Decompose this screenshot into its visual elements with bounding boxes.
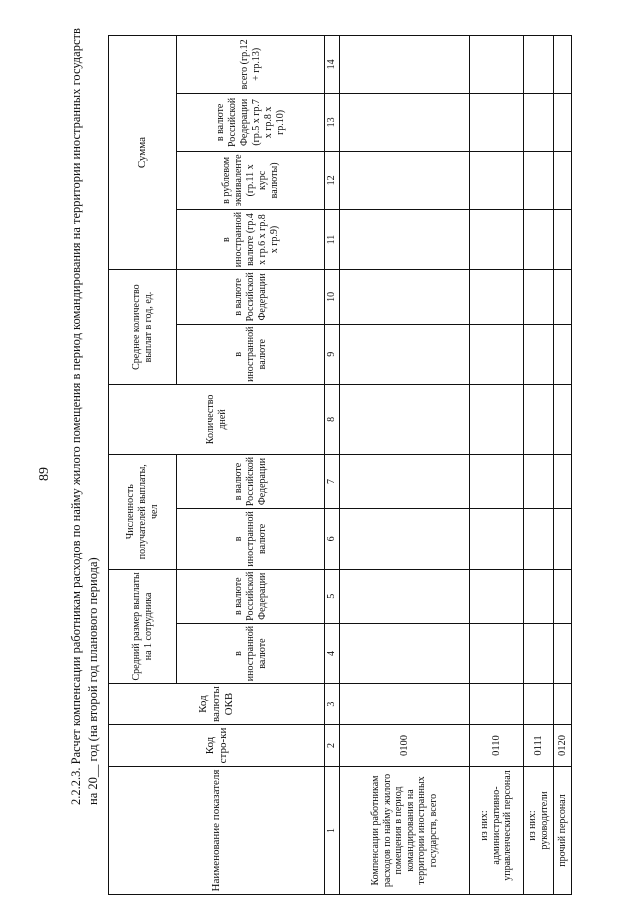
data-cell[interactable] bbox=[554, 684, 572, 725]
col-num: 11 bbox=[325, 209, 340, 269]
data-cell[interactable] bbox=[470, 509, 524, 569]
data-cell[interactable] bbox=[340, 35, 470, 93]
data-cell[interactable] bbox=[340, 151, 470, 209]
col-num: 2 bbox=[325, 725, 340, 767]
page-number: 89 bbox=[37, 467, 52, 481]
header-avg-count: Среднее количество выплат в год, ед. bbox=[109, 270, 177, 385]
col-num: 6 bbox=[325, 509, 340, 569]
header-name: Наименование показателя bbox=[109, 767, 325, 895]
data-cell[interactable] bbox=[554, 324, 572, 384]
data-cell[interactable] bbox=[340, 509, 470, 569]
data-cell[interactable] bbox=[524, 324, 554, 384]
table-row bbox=[470, 35, 524, 894]
section-title bbox=[68, 25, 102, 805]
row-code: 0120 bbox=[554, 725, 572, 767]
row-name bbox=[470, 767, 524, 895]
data-cell[interactable] bbox=[470, 384, 524, 454]
row-code: 0100 bbox=[340, 725, 470, 767]
row-code: 0111 bbox=[524, 725, 554, 767]
data-cell[interactable] bbox=[554, 454, 572, 508]
report-table bbox=[108, 35, 572, 895]
data-cell[interactable] bbox=[340, 209, 470, 269]
data-cell[interactable] bbox=[554, 151, 572, 209]
col-num: 10 bbox=[325, 270, 340, 324]
header-sum: Сумма bbox=[109, 35, 177, 269]
col-num: 9 bbox=[325, 324, 340, 384]
header-avg-payment: Средний размер выплаты на 1 сотрудника bbox=[109, 569, 177, 684]
header-col6: в иностранной валюте bbox=[177, 509, 325, 569]
data-cell[interactable] bbox=[340, 270, 470, 324]
header-recipients: Численность получателей выплаты, чел bbox=[109, 454, 177, 569]
data-cell[interactable] bbox=[340, 454, 470, 508]
column-number-row bbox=[325, 35, 340, 894]
data-cell[interactable] bbox=[524, 93, 554, 151]
data-cell[interactable] bbox=[524, 35, 554, 93]
data-cell[interactable] bbox=[470, 270, 524, 324]
col-num: 7 bbox=[325, 454, 340, 508]
header-col4: в иностранной валюте bbox=[177, 623, 325, 683]
table-row bbox=[524, 35, 554, 894]
data-cell[interactable] bbox=[470, 151, 524, 209]
col-num: 3 bbox=[325, 684, 340, 725]
data-cell[interactable] bbox=[524, 384, 554, 454]
header-col7: в валюте Российской Федерации bbox=[177, 454, 325, 508]
col-num: 13 bbox=[325, 93, 340, 151]
col-num: 12 bbox=[325, 151, 340, 209]
data-cell[interactable] bbox=[554, 623, 572, 683]
data-cell[interactable] bbox=[340, 324, 470, 384]
header-okv-code: Код валюты ОКВ bbox=[109, 684, 325, 725]
header-col13: в валюте Российской Федерации (гр.5 х гр.7 х гр.8 х гр.10) bbox=[177, 93, 325, 151]
col-num: 8 bbox=[325, 384, 340, 454]
data-cell[interactable] bbox=[470, 623, 524, 683]
data-cell[interactable] bbox=[524, 684, 554, 725]
header-col11: в иностранной валюте (гр.4 х гр.6 х гр.8 х гр.9) bbox=[177, 209, 325, 269]
data-cell[interactable] bbox=[554, 209, 572, 269]
row-label: руководители bbox=[538, 791, 550, 850]
data-cell[interactable] bbox=[554, 384, 572, 454]
row-label: административно-управленческий персонал bbox=[490, 770, 514, 881]
table-row bbox=[340, 35, 470, 894]
data-cell[interactable] bbox=[524, 454, 554, 508]
title-line-1: 2.2.2.3. Расчет компенсации работникам расходов по найму жилого помещения в период командирования на территории иностранных государств bbox=[69, 28, 83, 805]
row-prefix: из них: bbox=[479, 810, 491, 841]
data-cell[interactable] bbox=[470, 684, 524, 725]
data-cell[interactable] bbox=[554, 93, 572, 151]
col-num: 5 bbox=[325, 569, 340, 623]
header-days: Количество дней bbox=[109, 384, 325, 454]
header-col9: в иностранной валюте bbox=[177, 324, 325, 384]
table-row bbox=[554, 35, 572, 894]
data-cell[interactable] bbox=[524, 509, 554, 569]
row-code: 0110 bbox=[470, 725, 524, 767]
data-cell[interactable] bbox=[470, 569, 524, 623]
data-cell[interactable] bbox=[470, 93, 524, 151]
header-col5: в валюте Российской Федерации bbox=[177, 569, 325, 623]
row-name: прочий персонал bbox=[554, 767, 572, 895]
data-cell[interactable] bbox=[554, 270, 572, 324]
data-cell[interactable] bbox=[554, 35, 572, 93]
data-cell[interactable] bbox=[554, 509, 572, 569]
data-cell[interactable] bbox=[524, 569, 554, 623]
row-name bbox=[524, 767, 554, 895]
header-col12: в рублевом эквиваленте (гр.11 х курс валюты) bbox=[177, 151, 325, 209]
data-cell[interactable] bbox=[340, 384, 470, 454]
data-cell[interactable] bbox=[524, 209, 554, 269]
header-line-code: Код стро-ки bbox=[109, 725, 325, 767]
data-cell[interactable] bbox=[524, 151, 554, 209]
data-cell[interactable] bbox=[340, 569, 470, 623]
data-cell[interactable] bbox=[340, 93, 470, 151]
data-cell[interactable] bbox=[340, 684, 470, 725]
data-cell[interactable] bbox=[524, 270, 554, 324]
col-num: 14 bbox=[325, 35, 340, 93]
data-cell[interactable] bbox=[470, 324, 524, 384]
header-col14: всего (гр.12 + гр.13) bbox=[177, 35, 325, 93]
col-num: 1 bbox=[325, 767, 340, 895]
title-line-2: на 20__ год (на второй год планового периода) bbox=[86, 557, 100, 805]
row-name: Компенсации работникам расходов по найму жилого помещения в период командирования на территории иностранных государств, всего bbox=[340, 767, 470, 895]
col-num: 4 bbox=[325, 623, 340, 683]
data-cell[interactable] bbox=[470, 209, 524, 269]
data-cell[interactable] bbox=[470, 35, 524, 93]
data-cell[interactable] bbox=[340, 623, 470, 683]
data-cell[interactable] bbox=[470, 454, 524, 508]
row-prefix: из них: bbox=[527, 810, 538, 841]
header-col10: в валюте Российской Федерации bbox=[177, 270, 325, 324]
data-cell[interactable] bbox=[554, 569, 572, 623]
data-cell[interactable] bbox=[524, 623, 554, 683]
